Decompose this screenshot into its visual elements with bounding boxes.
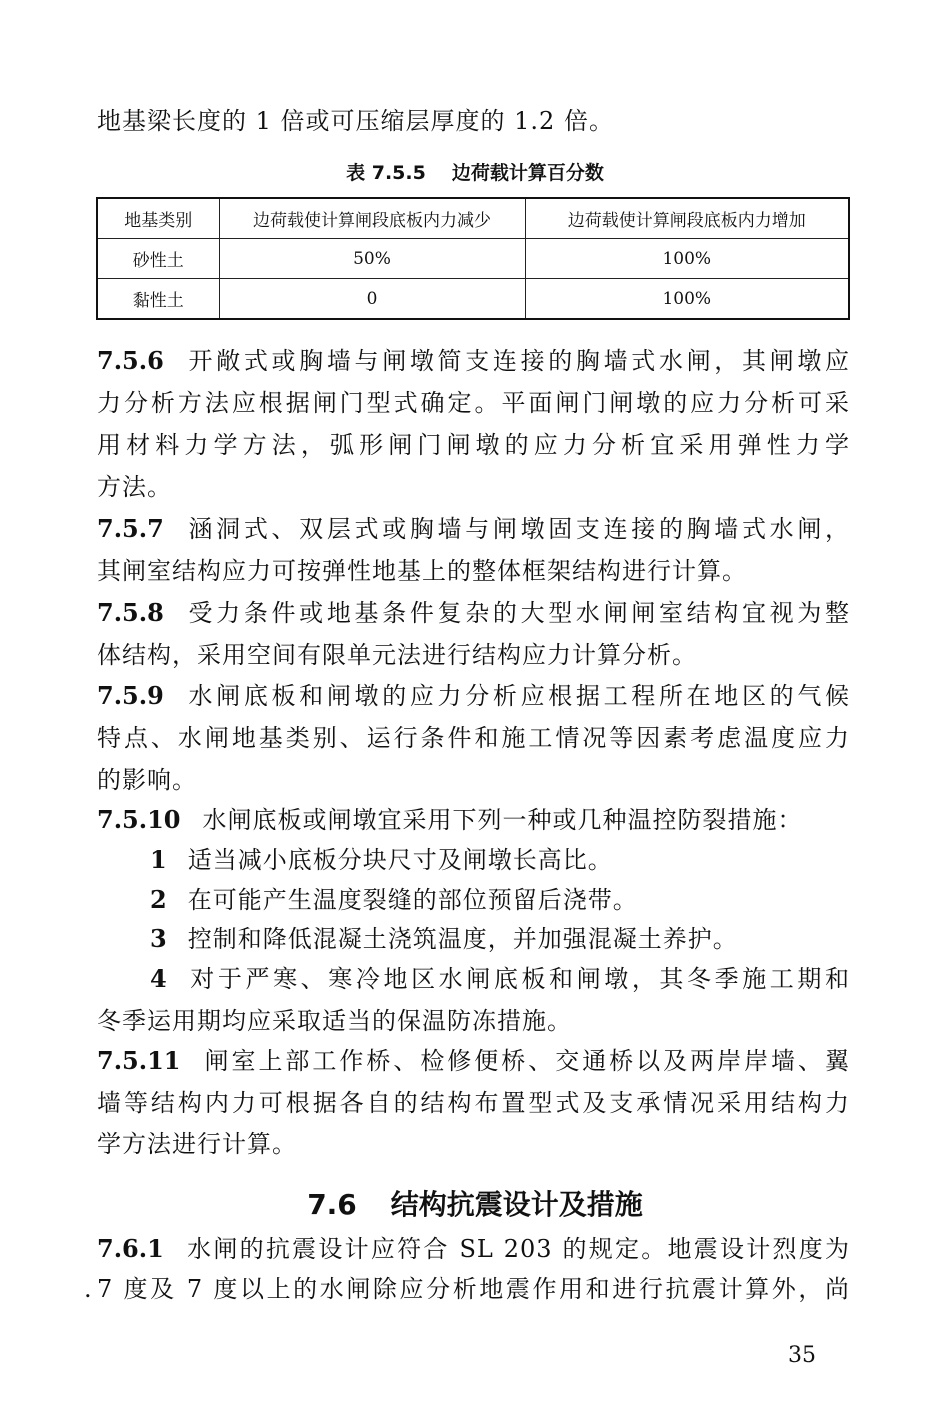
edge-load-table	[96, 197, 850, 320]
section-number: 7.6	[307, 1188, 357, 1221]
list-item-text: 在可能产生温度裂缝的部位预留后浇带。	[187, 886, 638, 914]
list-item-text: 控制和降低混凝土浇筑温度，并加强混凝土养护。	[187, 925, 738, 953]
clause-number: 7.6.1	[97, 1234, 164, 1263]
table-cell: 50%	[219, 239, 525, 279]
list-item-number: 2	[150, 885, 168, 914]
list-item-text: 对于严寒、寒冷地区水闸底板和闸墩，其冬季施工期和	[187, 965, 850, 993]
table-row	[97, 279, 849, 320]
list-item	[150, 843, 850, 877]
table-header-cell: 边荷载使计算闸段底板内力减少	[219, 198, 525, 239]
intro-line: 地基梁长度的 1 倍或可压缩层厚度的 1.2 倍。	[97, 107, 614, 135]
clause-7-5-9-line-1	[97, 679, 850, 713]
list-item-text: 适当减小底板分块尺寸及闸墩长高比。	[187, 846, 613, 874]
page-number: 35	[788, 1343, 816, 1368]
clause-7-5-6-line-4: 方法。	[97, 473, 172, 501]
list-item-number: 4	[150, 964, 168, 993]
list-item	[150, 962, 850, 996]
clause-7-5-11-line-2: 墙等结构内力可根据各自的结构布置型式及支承情况采用结构力	[97, 1089, 850, 1117]
table-title	[0, 158, 950, 185]
table-cell: 黏性土	[97, 279, 219, 320]
table-row	[97, 239, 849, 279]
clause-7-5-8-line-2: 体结构，采用空间有限单元法进行结构应力计算分析。	[97, 641, 697, 669]
clause-7-5-9-line-3: 的影响。	[97, 766, 197, 794]
table-caption: 边荷载计算百分数	[451, 162, 604, 184]
clause-number: 7.5.9	[97, 681, 164, 710]
clause-text: 水闸底板或闸墩宜采用下列一种或几种温控防裂措施：	[202, 806, 803, 834]
table-header-cell: 边荷载使计算闸段底板内力增加	[525, 198, 849, 239]
list-item-number: 3	[150, 924, 168, 953]
list-item	[150, 883, 850, 917]
clause-text: 受力条件或地基条件复杂的大型水闸闸室结构宜视为整	[185, 599, 850, 627]
table-header-cell: 地基类别	[97, 198, 219, 239]
clause-number: 7.5.6	[97, 346, 164, 375]
stray-mark: .	[84, 1275, 92, 1303]
clause-7-5-9-line-2: 特点、水闸地基类别、运行条件和施工情况等因素考虑温度应力	[97, 724, 850, 752]
clause-7-5-6-line-1	[97, 344, 850, 378]
table-cell: 100%	[525, 239, 849, 279]
clause-number: 7.5.10	[97, 805, 181, 834]
list-item-continuation: 冬季运用期均应采取适当的保温防冻措施。	[97, 1007, 572, 1035]
clause-7-5-7-line-1	[97, 512, 850, 546]
clause-7-5-7-line-2: 其闸室结构应力可按弹性地基上的整体框架结构进行计算。	[97, 557, 747, 585]
clause-7-5-8-line-1	[97, 596, 850, 630]
table-cell: 砂性土	[97, 239, 219, 279]
table-number: 表 7.5.5	[346, 162, 426, 184]
clause-7-5-10-line-1	[97, 803, 850, 837]
clause-7-5-11-line-3: 学方法进行计算。	[97, 1130, 297, 1158]
table-cell: 100%	[525, 279, 849, 320]
clause-text: 涵洞式、双层式或胸墙与闸墩固支连接的胸墙式水闸，	[185, 515, 850, 543]
clause-7-5-11-line-1	[97, 1044, 850, 1078]
clause-text: 开敞式或胸墙与闸墩简支连接的胸墙式水闸，其闸墩应	[185, 347, 850, 375]
table-header-row	[97, 198, 849, 239]
clause-7-6-1-line-1	[97, 1232, 850, 1266]
list-item	[150, 922, 850, 956]
list-item-number: 1	[150, 845, 168, 874]
clause-text: 水闸的抗震设计应符合 SL 203 的规定。地震设计烈度为	[185, 1235, 850, 1263]
table-cell: 0	[219, 279, 525, 320]
section-title: 结构抗震设计及措施	[390, 1188, 643, 1221]
clause-text: 水闸底板和闸墩的应力分析应根据工程所在地区的气候	[185, 682, 850, 710]
clause-7-6-1-line-2: 7 度及 7 度以上的水闸除应分析地震作用和进行抗震计算外，尚	[97, 1275, 850, 1303]
clause-7-5-6-line-2: 力分析方法应根据闸门型式确定。平面闸门闸墩的应力分析可采	[97, 389, 850, 417]
clause-number: 7.5.8	[97, 598, 164, 627]
clause-number: 7.5.11	[97, 1046, 181, 1075]
clause-text: 闸室上部工作桥、检修便桥、交通桥以及两岸岸墙、翼	[202, 1047, 850, 1075]
clause-7-5-6-line-3: 用材料力学方法，弧形闸门闸墩的应力分析宜采用弹性力学	[97, 431, 850, 459]
clause-number: 7.5.7	[97, 514, 164, 543]
section-heading	[0, 1183, 950, 1223]
